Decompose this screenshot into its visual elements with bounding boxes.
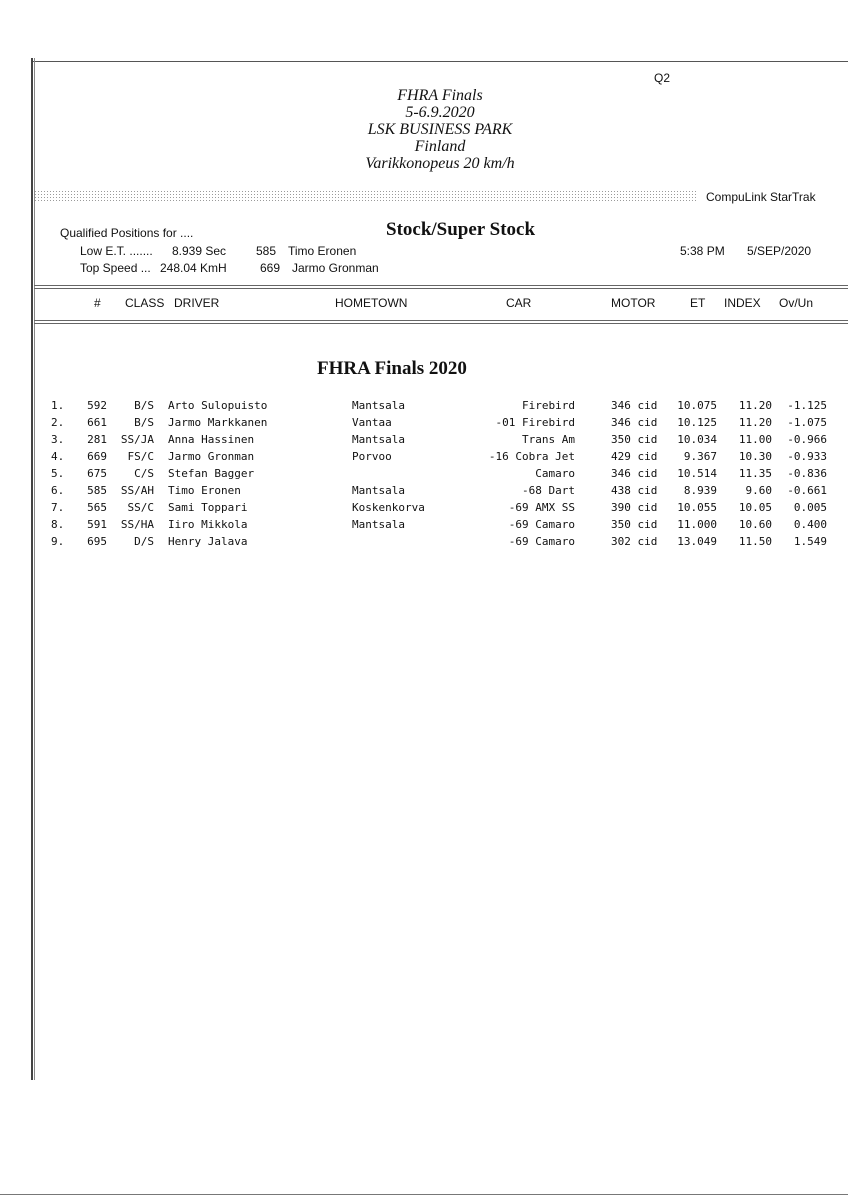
col-header-driver: DRIVER xyxy=(174,296,220,310)
row-car: -68 Dart xyxy=(522,484,575,497)
row-et: 10.055 xyxy=(677,501,717,514)
row-ovun: 1.549 xyxy=(793,535,827,548)
row-driver: Arto Sulopuisto xyxy=(168,399,268,412)
row-driver: Timo Eronen xyxy=(168,484,241,497)
row-et: 10.514 xyxy=(677,467,717,480)
top-speed-driver: Jarmo Gronman xyxy=(292,261,379,275)
row-driver: Jarmo Gronman xyxy=(168,450,255,463)
row-car: -69 Camaro xyxy=(508,535,575,548)
top-speed-value: 248.04 KmH xyxy=(160,261,227,275)
row-motor: 350 cid xyxy=(611,518,658,531)
col-header-car: CAR xyxy=(506,296,532,310)
event-dates: 5-6.9.2020 xyxy=(405,104,475,121)
row-car: Trans Am xyxy=(522,433,575,446)
row-et: 13.049 xyxy=(677,535,717,548)
row-class: C/S xyxy=(134,467,154,480)
row-class: B/S xyxy=(134,416,154,429)
row-position: 9. xyxy=(51,535,65,548)
row-hometown: Koskenkorva xyxy=(352,501,425,514)
col-header-class: CLASS xyxy=(125,296,165,310)
row-car: Camaro xyxy=(535,467,575,480)
table-row xyxy=(0,516,848,533)
event-pit-speed: Varikkonopeus 20 km/h xyxy=(365,155,515,172)
row-index: 10.60 xyxy=(738,518,772,531)
row-driver: Henry Jalava xyxy=(168,535,248,548)
row-index: 10.30 xyxy=(738,450,772,463)
row-driver: Stefan Bagger xyxy=(168,467,255,480)
row-motor: 438 cid xyxy=(611,484,658,497)
row-motor: 350 cid xyxy=(611,433,658,446)
row-ovun: -0.966 xyxy=(787,433,827,446)
row-number: 585 xyxy=(87,484,107,497)
row-class: D/S xyxy=(134,535,154,548)
row-index: 11.20 xyxy=(738,416,772,429)
row-index: 11.00 xyxy=(738,433,772,446)
report-time: 5:38 PM xyxy=(680,244,725,258)
heat-code: Q2 xyxy=(654,71,671,85)
low-et-driver: Timo Eronen xyxy=(288,244,357,258)
row-ovun: -0.933 xyxy=(787,450,827,463)
row-et: 9.367 xyxy=(683,450,717,463)
row-position: 8. xyxy=(51,518,65,531)
row-number: 565 xyxy=(87,501,107,514)
row-car: -69 Camaro xyxy=(508,518,575,531)
table-row xyxy=(0,431,848,448)
row-et: 10.075 xyxy=(677,399,717,412)
row-position: 2. xyxy=(51,416,65,429)
event-venue: LSK BUSINESS PARK xyxy=(367,121,513,138)
table-row xyxy=(0,414,848,431)
col-header-hometown: HOMETOWN xyxy=(335,296,408,310)
row-class: SS/HA xyxy=(120,518,154,531)
row-car: -01 Firebird xyxy=(495,416,575,429)
table-row xyxy=(0,482,848,499)
row-position: 4. xyxy=(51,450,65,463)
header-rule-top xyxy=(34,285,848,286)
row-driver: Anna Hassinen xyxy=(168,433,255,446)
dotted-separator xyxy=(34,190,698,202)
col-header-number: # xyxy=(94,296,101,310)
row-ovun: -1.125 xyxy=(787,399,827,412)
header-rule-bottom xyxy=(34,320,848,321)
frame-left-inner-line xyxy=(34,58,35,1080)
frame-top-line xyxy=(31,61,848,62)
top-speed-label: Top Speed ... xyxy=(80,261,151,275)
low-et-number: 585 xyxy=(256,244,277,258)
report-date: 5/SEP/2020 xyxy=(747,244,812,258)
row-et: 10.034 xyxy=(677,433,717,446)
header-rule-bottom-2 xyxy=(34,323,848,324)
row-index: 11.35 xyxy=(738,467,772,480)
row-driver: Jarmo Markkanen xyxy=(168,416,268,429)
row-et: 10.125 xyxy=(677,416,717,429)
row-class: SS/C xyxy=(127,501,154,514)
row-ovun: -0.661 xyxy=(787,484,827,497)
software-label: CompuLink StarTrak xyxy=(706,190,816,204)
row-hometown: Mantsala xyxy=(352,399,405,412)
row-hometown: Mantsala xyxy=(352,518,405,531)
results-table xyxy=(0,397,848,567)
row-hometown: Mantsala xyxy=(352,433,405,446)
row-motor: 346 cid xyxy=(611,399,658,412)
row-motor: 346 cid xyxy=(611,416,658,429)
row-class: SS/JA xyxy=(120,433,154,446)
row-index: 11.20 xyxy=(738,399,772,412)
table-row xyxy=(0,533,848,550)
row-driver: Iiro Mikkola xyxy=(168,518,248,531)
row-driver: Sami Toppari xyxy=(168,501,248,514)
row-class: SS/AH xyxy=(120,484,154,497)
row-number: 281 xyxy=(87,433,107,446)
table-row xyxy=(0,465,848,482)
row-number: 591 xyxy=(87,518,107,531)
row-hometown: Porvoo xyxy=(352,450,392,463)
low-et-value: 8.939 Sec xyxy=(172,244,227,258)
row-et: 8.939 xyxy=(683,484,717,497)
row-index: 11.50 xyxy=(738,535,772,548)
row-motor: 390 cid xyxy=(611,501,658,514)
row-number: 661 xyxy=(87,416,107,429)
category-title: Stock/Super Stock xyxy=(386,219,536,240)
qualified-label: Qualified Positions for .... xyxy=(60,226,194,240)
top-speed-number: 669 xyxy=(260,261,281,275)
col-header-ovun: Ov/Un xyxy=(779,296,814,310)
row-hometown: Vantaa xyxy=(352,416,392,429)
section-title: FHRA Finals 2020 xyxy=(317,358,467,379)
table-row xyxy=(0,448,848,465)
col-header-et: ET xyxy=(690,296,706,310)
row-ovun: -0.836 xyxy=(787,467,827,480)
frame-left-line xyxy=(31,58,33,1080)
row-position: 6. xyxy=(51,484,65,497)
row-index: 9.60 xyxy=(745,484,772,497)
row-ovun: 0.400 xyxy=(793,518,827,531)
row-et: 11.000 xyxy=(677,518,717,531)
table-row xyxy=(0,499,848,516)
row-motor: 346 cid xyxy=(611,467,658,480)
row-car: Firebird xyxy=(522,399,575,412)
row-motor: 302 cid xyxy=(611,535,658,548)
row-position: 3. xyxy=(51,433,65,446)
event-title: FHRA Finals xyxy=(397,87,483,104)
table-row xyxy=(0,397,848,414)
row-class: B/S xyxy=(134,399,154,412)
row-ovun: 0.005 xyxy=(793,501,827,514)
row-car: -69 AMX SS xyxy=(508,501,575,514)
row-number: 675 xyxy=(87,467,107,480)
row-class: FS/C xyxy=(127,450,154,463)
event-country: Finland xyxy=(414,138,466,155)
row-number: 592 xyxy=(87,399,107,412)
frame-bottom-line xyxy=(0,1194,848,1195)
row-position: 7. xyxy=(51,501,65,514)
header-rule-top-2 xyxy=(34,288,848,289)
row-index: 10.05 xyxy=(738,501,772,514)
row-motor: 429 cid xyxy=(611,450,658,463)
col-header-motor: MOTOR xyxy=(611,296,656,310)
col-header-index: INDEX xyxy=(724,296,761,310)
row-number: 695 xyxy=(87,535,107,548)
row-car: -16 Cobra Jet xyxy=(488,450,575,463)
row-ovun: -1.075 xyxy=(787,416,827,429)
row-number: 669 xyxy=(87,450,107,463)
low-et-label: Low E.T. ....... xyxy=(80,244,153,258)
row-position: 1. xyxy=(51,399,65,412)
row-hometown: Mantsala xyxy=(352,484,405,497)
row-position: 5. xyxy=(51,467,65,480)
